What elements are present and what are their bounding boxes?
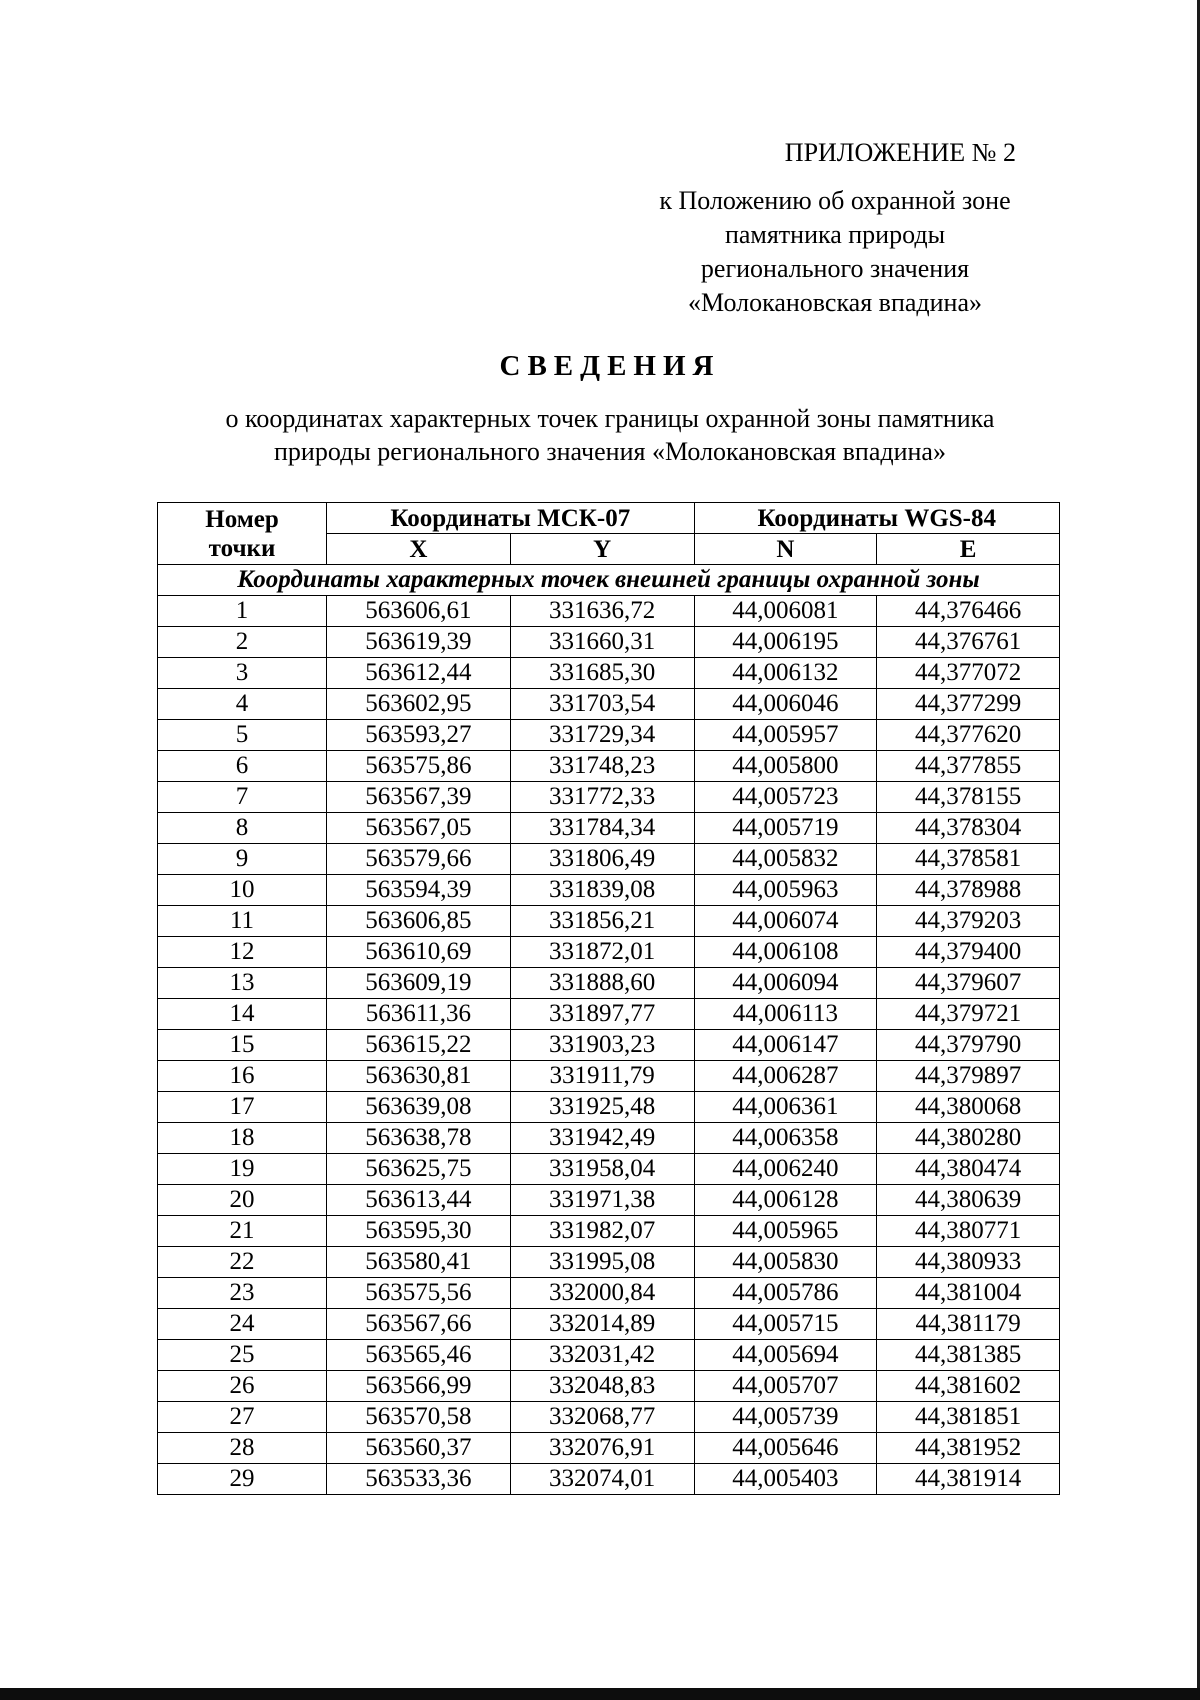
cell-point-number: 26	[158, 1371, 327, 1402]
cell-e: 44,376466	[877, 596, 1060, 627]
table-row	[158, 1464, 1060, 1495]
cell-x: 563611,36	[327, 999, 511, 1030]
table-row	[158, 875, 1060, 906]
coordinates-table	[157, 502, 1060, 1495]
cell-e: 44,380933	[877, 1247, 1060, 1278]
table-row	[158, 813, 1060, 844]
cell-e: 44,379607	[877, 968, 1060, 999]
cell-point-number: 10	[158, 875, 327, 906]
cell-y: 331995,08	[510, 1247, 694, 1278]
cell-e: 44,381385	[877, 1340, 1060, 1371]
cell-n: 44,005403	[694, 1464, 877, 1495]
cell-x: 563575,56	[327, 1278, 511, 1309]
cell-e: 44,376761	[877, 627, 1060, 658]
header-e: E	[877, 534, 1060, 565]
annex-line-3: регионального значения	[700, 254, 970, 283]
document-heading: СВЕДЕНИЯ	[499, 350, 721, 382]
table-row	[158, 844, 1060, 875]
cell-x: 563606,85	[327, 906, 511, 937]
table-row	[158, 1371, 1060, 1402]
cell-y: 331925,48	[510, 1092, 694, 1123]
cell-point-number: 15	[158, 1030, 327, 1061]
cell-n: 44,006240	[694, 1154, 877, 1185]
cell-x: 563612,44	[327, 658, 511, 689]
table-row	[158, 751, 1060, 782]
cell-point-number: 14	[158, 999, 327, 1030]
section-label: Координаты характерных точек внешней границы охранной зоны	[158, 565, 1060, 596]
cell-e: 44,380280	[877, 1123, 1060, 1154]
cell-point-number: 20	[158, 1185, 327, 1216]
cell-e: 44,377620	[877, 720, 1060, 751]
table-row	[158, 1061, 1060, 1092]
table-row	[158, 968, 1060, 999]
table-row	[158, 689, 1060, 720]
header-x: X	[327, 534, 511, 565]
annex-block	[620, 136, 1050, 320]
cell-e: 44,379897	[877, 1061, 1060, 1092]
cell-e: 44,379790	[877, 1030, 1060, 1061]
annex-title: ПРИЛОЖЕНИЕ № 2	[784, 138, 1016, 167]
cell-x: 563533,36	[327, 1464, 511, 1495]
cell-n: 44,006094	[694, 968, 877, 999]
table-row	[158, 1154, 1060, 1185]
cell-y: 331636,72	[510, 596, 694, 627]
cell-e: 44,378581	[877, 844, 1060, 875]
cell-point-number: 22	[158, 1247, 327, 1278]
table-row	[158, 1278, 1060, 1309]
cell-e: 44,380474	[877, 1154, 1060, 1185]
cell-n: 44,005786	[694, 1278, 877, 1309]
table-row	[158, 1092, 1060, 1123]
cell-e: 44,380771	[877, 1216, 1060, 1247]
cell-e: 44,379400	[877, 937, 1060, 968]
cell-y: 332068,77	[510, 1402, 694, 1433]
cell-e: 44,381179	[877, 1309, 1060, 1340]
cell-y: 331806,49	[510, 844, 694, 875]
scan-edge-bottom	[0, 1688, 1200, 1700]
table-row	[158, 1123, 1060, 1154]
header-wgs: Координаты WGS-84	[694, 503, 1059, 534]
cell-y: 331748,23	[510, 751, 694, 782]
table-row	[158, 1402, 1060, 1433]
description-line-2: природы регионального значения «Молокановская впадина»	[274, 437, 946, 466]
cell-x: 563567,66	[327, 1309, 511, 1340]
cell-n: 44,006046	[694, 689, 877, 720]
cell-e: 44,379203	[877, 906, 1060, 937]
cell-y: 331856,21	[510, 906, 694, 937]
cell-point-number: 16	[158, 1061, 327, 1092]
cell-x: 563575,86	[327, 751, 511, 782]
cell-y: 331971,38	[510, 1185, 694, 1216]
cell-y: 331729,34	[510, 720, 694, 751]
table-row	[158, 1030, 1060, 1061]
cell-x: 563639,08	[327, 1092, 511, 1123]
cell-point-number: 13	[158, 968, 327, 999]
cell-n: 44,005719	[694, 813, 877, 844]
cell-n: 44,005723	[694, 782, 877, 813]
cell-n: 44,006074	[694, 906, 877, 937]
cell-e: 44,380068	[877, 1092, 1060, 1123]
cell-x: 563593,27	[327, 720, 511, 751]
cell-x: 563638,78	[327, 1123, 511, 1154]
cell-n: 44,005739	[694, 1402, 877, 1433]
description-line-1: о координатах характерных точек границы охранной зоны памятника	[225, 404, 995, 433]
cell-point-number: 4	[158, 689, 327, 720]
cell-point-number: 2	[158, 627, 327, 658]
cell-e: 44,377855	[877, 751, 1060, 782]
cell-y: 331897,77	[510, 999, 694, 1030]
annex-line-1: к Положению об охранной зоне	[659, 186, 1011, 215]
cell-x: 563613,44	[327, 1185, 511, 1216]
cell-point-number: 28	[158, 1433, 327, 1464]
table-row	[158, 658, 1060, 689]
table-row	[158, 1247, 1060, 1278]
cell-y: 331685,30	[510, 658, 694, 689]
cell-point-number: 5	[158, 720, 327, 751]
cell-x: 563606,61	[327, 596, 511, 627]
cell-x: 563609,19	[327, 968, 511, 999]
cell-n: 44,005694	[694, 1340, 877, 1371]
cell-y: 331660,31	[510, 627, 694, 658]
cell-y: 331903,23	[510, 1030, 694, 1061]
cell-x: 563565,46	[327, 1340, 511, 1371]
cell-x: 563625,75	[327, 1154, 511, 1185]
cell-e: 44,379721	[877, 999, 1060, 1030]
cell-x: 563615,22	[327, 1030, 511, 1061]
cell-e: 44,380639	[877, 1185, 1060, 1216]
cell-n: 44,005965	[694, 1216, 877, 1247]
header-n: N	[694, 534, 877, 565]
cell-e: 44,381914	[877, 1464, 1060, 1495]
cell-y: 331911,79	[510, 1061, 694, 1092]
cell-n: 44,005830	[694, 1247, 877, 1278]
cell-n: 44,005800	[694, 751, 877, 782]
cell-x: 563567,05	[327, 813, 511, 844]
cell-point-number: 23	[158, 1278, 327, 1309]
cell-x: 563594,39	[327, 875, 511, 906]
cell-y: 332000,84	[510, 1278, 694, 1309]
header-row-1	[158, 503, 1060, 534]
cell-point-number: 19	[158, 1154, 327, 1185]
table-row	[158, 596, 1060, 627]
cell-y: 332031,42	[510, 1340, 694, 1371]
cell-n: 44,006358	[694, 1123, 877, 1154]
table-header	[158, 503, 1060, 565]
cell-point-number: 29	[158, 1464, 327, 1495]
cell-y: 331942,49	[510, 1123, 694, 1154]
header-y: Y	[510, 534, 694, 565]
cell-n: 44,006128	[694, 1185, 877, 1216]
table-row	[158, 1433, 1060, 1464]
cell-point-number: 27	[158, 1402, 327, 1433]
cell-x: 563579,66	[327, 844, 511, 875]
cell-x: 563619,39	[327, 627, 511, 658]
cell-n: 44,005646	[694, 1433, 877, 1464]
cell-point-number: 12	[158, 937, 327, 968]
cell-point-number: 21	[158, 1216, 327, 1247]
cell-y: 332048,83	[510, 1371, 694, 1402]
section-row	[158, 565, 1060, 596]
table-row	[158, 999, 1060, 1030]
cell-e: 44,378304	[877, 813, 1060, 844]
cell-y: 331772,33	[510, 782, 694, 813]
cell-x: 563610,69	[327, 937, 511, 968]
cell-point-number: 7	[158, 782, 327, 813]
cell-x: 563560,37	[327, 1433, 511, 1464]
header-msk: Координаты МСК-07	[327, 503, 695, 534]
cell-e: 44,381851	[877, 1402, 1060, 1433]
annex-line-4: «Молокановская впадина»	[687, 288, 983, 317]
cell-y: 331958,04	[510, 1154, 694, 1185]
cell-y: 331703,54	[510, 689, 694, 720]
cell-point-number: 24	[158, 1309, 327, 1340]
cell-e: 44,378988	[877, 875, 1060, 906]
table-row	[158, 937, 1060, 968]
cell-e: 44,381004	[877, 1278, 1060, 1309]
cell-x: 563580,41	[327, 1247, 511, 1278]
cell-point-number: 18	[158, 1123, 327, 1154]
cell-n: 44,005707	[694, 1371, 877, 1402]
cell-y: 332074,01	[510, 1464, 694, 1495]
header-point-number	[158, 503, 327, 565]
table-row	[158, 1185, 1060, 1216]
cell-point-number: 8	[158, 813, 327, 844]
cell-n: 44,006132	[694, 658, 877, 689]
cell-x: 563570,58	[327, 1402, 511, 1433]
cell-point-number: 25	[158, 1340, 327, 1371]
table-row	[158, 1309, 1060, 1340]
cell-n: 44,005957	[694, 720, 877, 751]
header-point-label-2: точки	[208, 534, 276, 562]
table-row	[158, 1340, 1060, 1371]
cell-e: 44,377299	[877, 689, 1060, 720]
cell-x: 563602,95	[327, 689, 511, 720]
cell-e: 44,381602	[877, 1371, 1060, 1402]
cell-y: 332014,89	[510, 1309, 694, 1340]
cell-n: 44,005715	[694, 1309, 877, 1340]
cell-point-number: 6	[158, 751, 327, 782]
cell-n: 44,005963	[694, 875, 877, 906]
cell-n: 44,006195	[694, 627, 877, 658]
header-point-label-1: Номер	[205, 505, 279, 533]
table-row	[158, 782, 1060, 813]
cell-point-number: 9	[158, 844, 327, 875]
cell-e: 44,378155	[877, 782, 1060, 813]
table-body	[158, 565, 1060, 1495]
cell-x: 563630,81	[327, 1061, 511, 1092]
cell-y: 331982,07	[510, 1216, 694, 1247]
cell-e: 44,381952	[877, 1433, 1060, 1464]
cell-n: 44,006108	[694, 937, 877, 968]
cell-x: 563566,99	[327, 1371, 511, 1402]
cell-n: 44,006287	[694, 1061, 877, 1092]
cell-n: 44,006081	[694, 596, 877, 627]
cell-point-number: 1	[158, 596, 327, 627]
cell-point-number: 17	[158, 1092, 327, 1123]
cell-n: 44,006361	[694, 1092, 877, 1123]
cell-point-number: 3	[158, 658, 327, 689]
cell-y: 331784,34	[510, 813, 694, 844]
document-description	[150, 402, 1070, 468]
cell-y: 331888,60	[510, 968, 694, 999]
table-row	[158, 627, 1060, 658]
cell-x: 563595,30	[327, 1216, 511, 1247]
cell-n: 44,006147	[694, 1030, 877, 1061]
cell-point-number: 11	[158, 906, 327, 937]
cell-n: 44,006113	[694, 999, 877, 1030]
cell-y: 332076,91	[510, 1433, 694, 1464]
cell-x: 563567,39	[327, 782, 511, 813]
table-row	[158, 1216, 1060, 1247]
cell-y: 331872,01	[510, 937, 694, 968]
table-row	[158, 906, 1060, 937]
cell-e: 44,377072	[877, 658, 1060, 689]
table-row	[158, 720, 1060, 751]
annex-line-2: памятника природы	[724, 220, 946, 249]
cell-n: 44,005832	[694, 844, 877, 875]
cell-y: 331839,08	[510, 875, 694, 906]
